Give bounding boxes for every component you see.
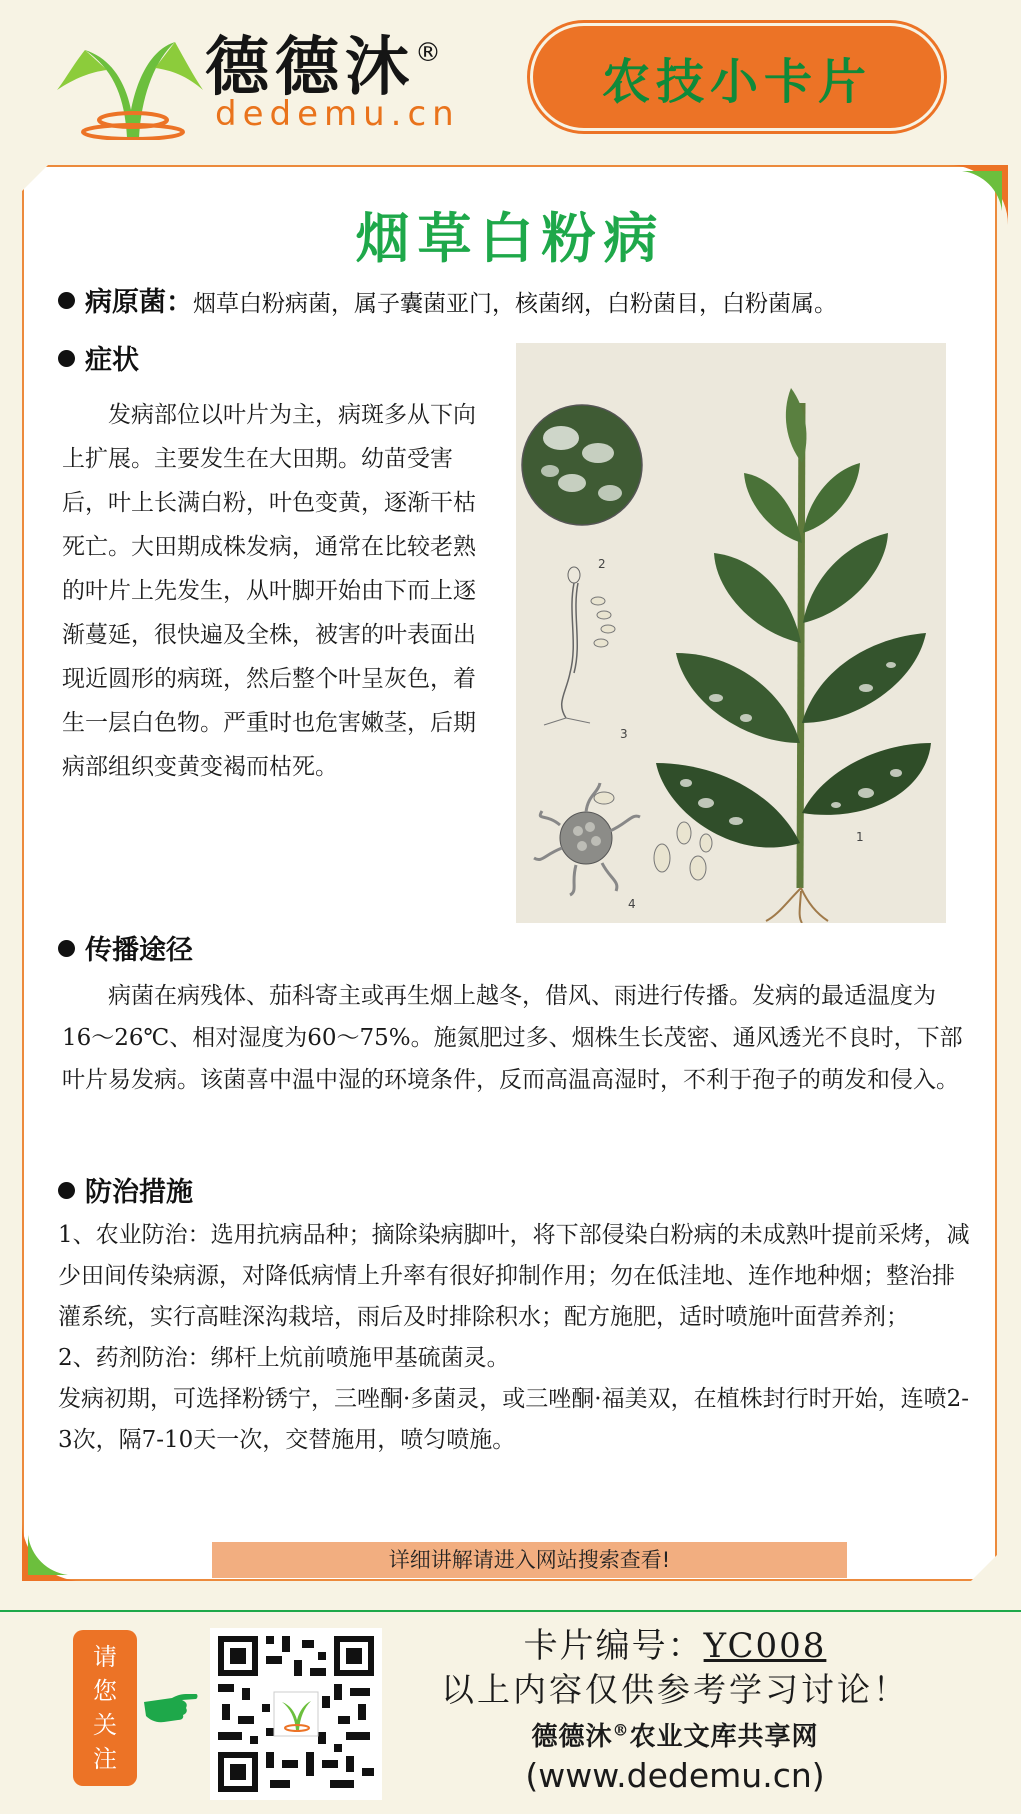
- pathogen-text: 烟草白粉病菌，属子囊菌亚门，核菌纲，白粉菌目，白粉菌属。: [193, 291, 837, 317]
- website-link[interactable]: (www.dedemu.cn): [525, 1756, 825, 1795]
- website-search-note[interactable]: 详细讲解请进入网站搜索查看!: [212, 1542, 847, 1578]
- control-item: 发病初期，可选择粉锈宁，三唑酮·多菌灵，或三唑酮·福美双，在植株封行时开始，连喷2-3次，隔7-10天一次，交替施用，喷匀喷施。: [58, 1386, 970, 1453]
- library-name: 德德沐®农业文库共享网: [531, 1720, 819, 1752]
- control-heading: 防治措施: [58, 1170, 193, 1209]
- transmission-heading: 传播途径: [58, 928, 193, 967]
- symptoms-heading: 症状: [58, 338, 139, 377]
- figure-label: 4: [628, 897, 636, 911]
- figure-label: 1: [856, 830, 864, 844]
- bullet-icon: [58, 940, 75, 957]
- card-type-badge: 农技小卡片: [533, 26, 941, 128]
- figure-label: 2: [598, 557, 606, 571]
- transmission-text: 病菌在病残体、茄科寄主或再生烟上越冬，借风、雨进行传播。发病的最适温度为16～26℃、相对湿度为60～75%。施氮肥过多、烟株生长茂密、通风透光不良时，下部叶片易发病。该菌喜中温中湿的环境条件，反而高温高湿时，不利于孢子的萌发和侵入。: [62, 983, 963, 1093]
- brand-logo-icon: [55, 20, 205, 140]
- follow-us-tag: 请您关注: [73, 1630, 137, 1786]
- figure-label: 3: [620, 727, 628, 741]
- pointing-hand-icon: [142, 1688, 198, 1728]
- page-title: 烟草白粉病: [355, 207, 666, 270]
- brand-name: 德德沐®: [205, 31, 447, 105]
- qr-code[interactable]: [210, 1628, 382, 1800]
- control-item: 1、农业防治：选用抗病品种；摘除染病脚叶，将下部侵染白粉病的未成熟叶提前采烤，减少田间传染病源，对降低病情上升率有很好抑制作用；勿在低洼地、连作地种烟；整治排灌系统，实行高畦深沟栽培，雨后及时排除积水；配方施肥，适时喷施叶面营养剂；: [58, 1222, 970, 1330]
- control-text: [58, 1215, 970, 1461]
- disclaimer: 以上内容仅供参考学习讨论！: [441, 1670, 909, 1709]
- card-number: 卡片编号：YC008: [523, 1626, 827, 1666]
- symptoms-text: 发病部位以叶片为主，病斑多从下向上扩展。主要发生在大田期。幼苗受害后，叶上长满白粉，叶色变黄，逐渐干枯死亡。大田期成株发病，通常在比较老熟的叶片上先发生，从叶脚开始由下而上逐渐蔓延，很快遍及全株，被害的叶表面出现近圆形的病斑，然后整个叶呈灰色，着生一层白色物。严重时也危害嫩茎，后期病部组织变黄变褐而枯死。: [62, 402, 476, 780]
- tobacco-powdery-mildew-illustration: [516, 343, 946, 923]
- footer-divider: [0, 1610, 1021, 1612]
- brand-url: dedemu.cn: [215, 94, 460, 134]
- pathogen-label: 病原菌：: [85, 287, 193, 318]
- control-item: 2、药剂防治：绑杆上炕前喷施甲基硫菌灵。: [58, 1345, 510, 1371]
- pathogen-section: [58, 280, 978, 319]
- bullet-icon: [58, 350, 75, 367]
- bullet-icon: [58, 292, 75, 309]
- corner-ornament-icon: [22, 1521, 82, 1581]
- bullet-icon: [58, 1182, 75, 1199]
